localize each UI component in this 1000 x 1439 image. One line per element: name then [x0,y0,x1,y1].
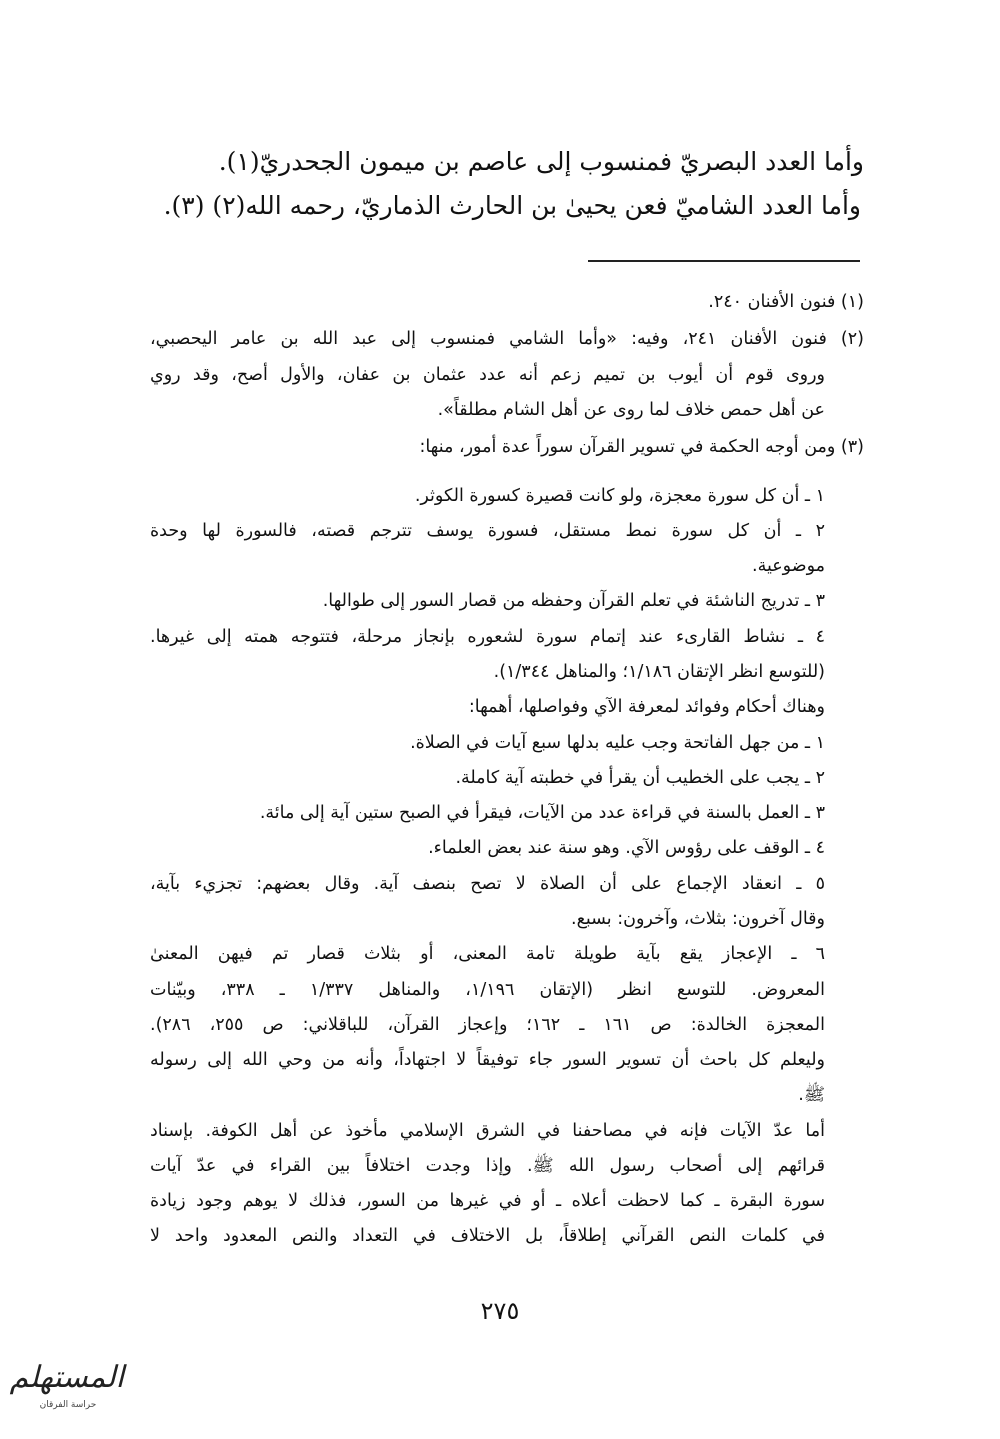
page-number: ٢٧٥ [480,1297,520,1325]
footnote-3-line-14: وقال آخرون: بثلاث، وآخرون: بسبع. [571,909,825,929]
footnote-3-line-5: ٣ ـ تدريج الناشئة في تعلم القرآن وحفظه من قصار السور إلى طوالها. [322,591,825,611]
footnote-3-line-21: قرائهم إلى أصحاب رسول الله ﷺ. وإذا وجدت اختلافاً بين القراء في عدّ آيات [150,1156,825,1176]
footnote-3-line-7: (للتوسع انظر الإتقان ١/١٨٦؛ والمناهل ١/٣٤٤). [493,662,825,682]
footnote-3-line-4: موضوعية. [752,556,825,576]
footnote-3-line-9: ١ ـ من جهل الفاتحة وجب عليه بدلها سبع آيات في الصلاة. [410,733,825,753]
footnote-3-line-18: وليعلم كل باحث أن تسوير السور جاء توفيقاً لا اجتهاداً، وأنه من وحي الله إلى رسوله [150,1050,825,1070]
footnote-3-line-10: ٢ ـ يجب على الخطيب أن يقرأ في خطبته آية كاملة. [455,768,825,788]
footnote-3-line-17: المعجزة الخالدة: ص ١٦١ ـ ١٦٢؛ وإعجاز القرآن، للباقلاني: ص ٢٥٥، ٢٨٦). [150,1015,825,1035]
logo-subtext: ﺣﺮﺍﺳﺔ ﺍﻟﻔﺮﻗﺎﻥ [39,1400,97,1410]
footnote-3-line-1: (٣) ومن أوجه الحكمة في تسوير القرآن سوراً عدة أمور، منها: [419,437,864,457]
footnote-2-line-2: وروى قوم أن أيوب بن تميم زعم أنه عدد عثمان بن عفان، والأول أصح، وقد روي [150,365,825,385]
footnote-3-line-11: ٣ ـ العمل بالسنة في قراءة عدد من الآيات، فيقرأ في الصبح ستين آية إلى مائة. [259,803,825,823]
footnote-3-line-8: وهناك أحكام وفوائد لمعرفة الآي وفواصلها، أهمها: [468,697,825,717]
footnote-3-line-2: ١ ـ أن كل سورة معجزة، ولو كانت قصيرة كسورة الكوثر. [414,486,825,506]
footnote-3-line-19: ﷺ. [798,1085,825,1105]
footnote-3-line-3: ٢ ـ أن كل سورة نمط مستقل، فسورة يوسف تترجم قصته، فالسورة لها وحدة [150,521,825,541]
footnote-2-line-1: (٢) فنون الأفنان ٢٤١، وفيه: «وأما الشامي فمنسوب إلى عبد الله بن عامر اليحصبي، [150,329,864,349]
footnote-3-line-16: المعروض. للتوسع انظر (الإتقان ١/١٩٦، والمناهل ١/٣٣٧ ـ ٣٣٨، وبيّنات [150,980,825,1000]
logo-text: المستهلم [9,1360,124,1395]
publisher-logo [9,1360,124,1428]
footnote-1: (١) فنون الأفنان ٢٤٠. [708,292,864,312]
footnote-3-line-20: أما عدّ الآيات فإنه في مصاحفنا في الشرق الإسلامي مأخوذ عن أهل الكوفة. بإسناد [150,1121,825,1141]
footnote-2-line-3: عن أهل حمص خلاف لما روى عن أهل الشام مطلقاً». [437,400,825,420]
footnote-3-line-23: في كلمات النص القرآني إطلاقاً، بل الاختلاف في التعداد والنص المعدود واحد لا [150,1226,825,1246]
footnote-separator [588,260,860,262]
main-text-line-1: وأما العدد البصريّ فمنسوب إلى عاصم بن ميمون الجحدريّ(١). [218,147,864,176]
main-text-line-2: وأما العدد الشاميّ فعن يحيىٰ بن الحارث الذماريّ، رحمه الله(٢) (٣). [163,191,861,220]
footnote-3-line-6: ٤ ـ نشاط القارىء عند إتمام سورة لشعوره بإنجاز مرحلة، فتتوجه همته إلى غيرها. [150,627,825,647]
footnote-3-line-22: سورة البقرة ـ كما لاحظت أعلاه ـ أو في غيرها من السور، فذلك لا يوهم وجود زيادة [150,1191,825,1211]
footnote-3-line-12: ٤ ـ الوقف على رؤوس الآي. وهو سنة عند بعض العلماء. [428,838,825,858]
footnote-3-line-15: ٦ ـ الإعجاز يقع بآية طويلة تامة المعنى، أو بثلاث قصار تم فيهن المعنىٰ [150,944,825,964]
footnote-3-line-13: ٥ ـ انعقاد الإجماع على أن الصلاة لا تصح بنصف آية. وقال بعضهم: تجزيء بآية، [150,874,825,894]
